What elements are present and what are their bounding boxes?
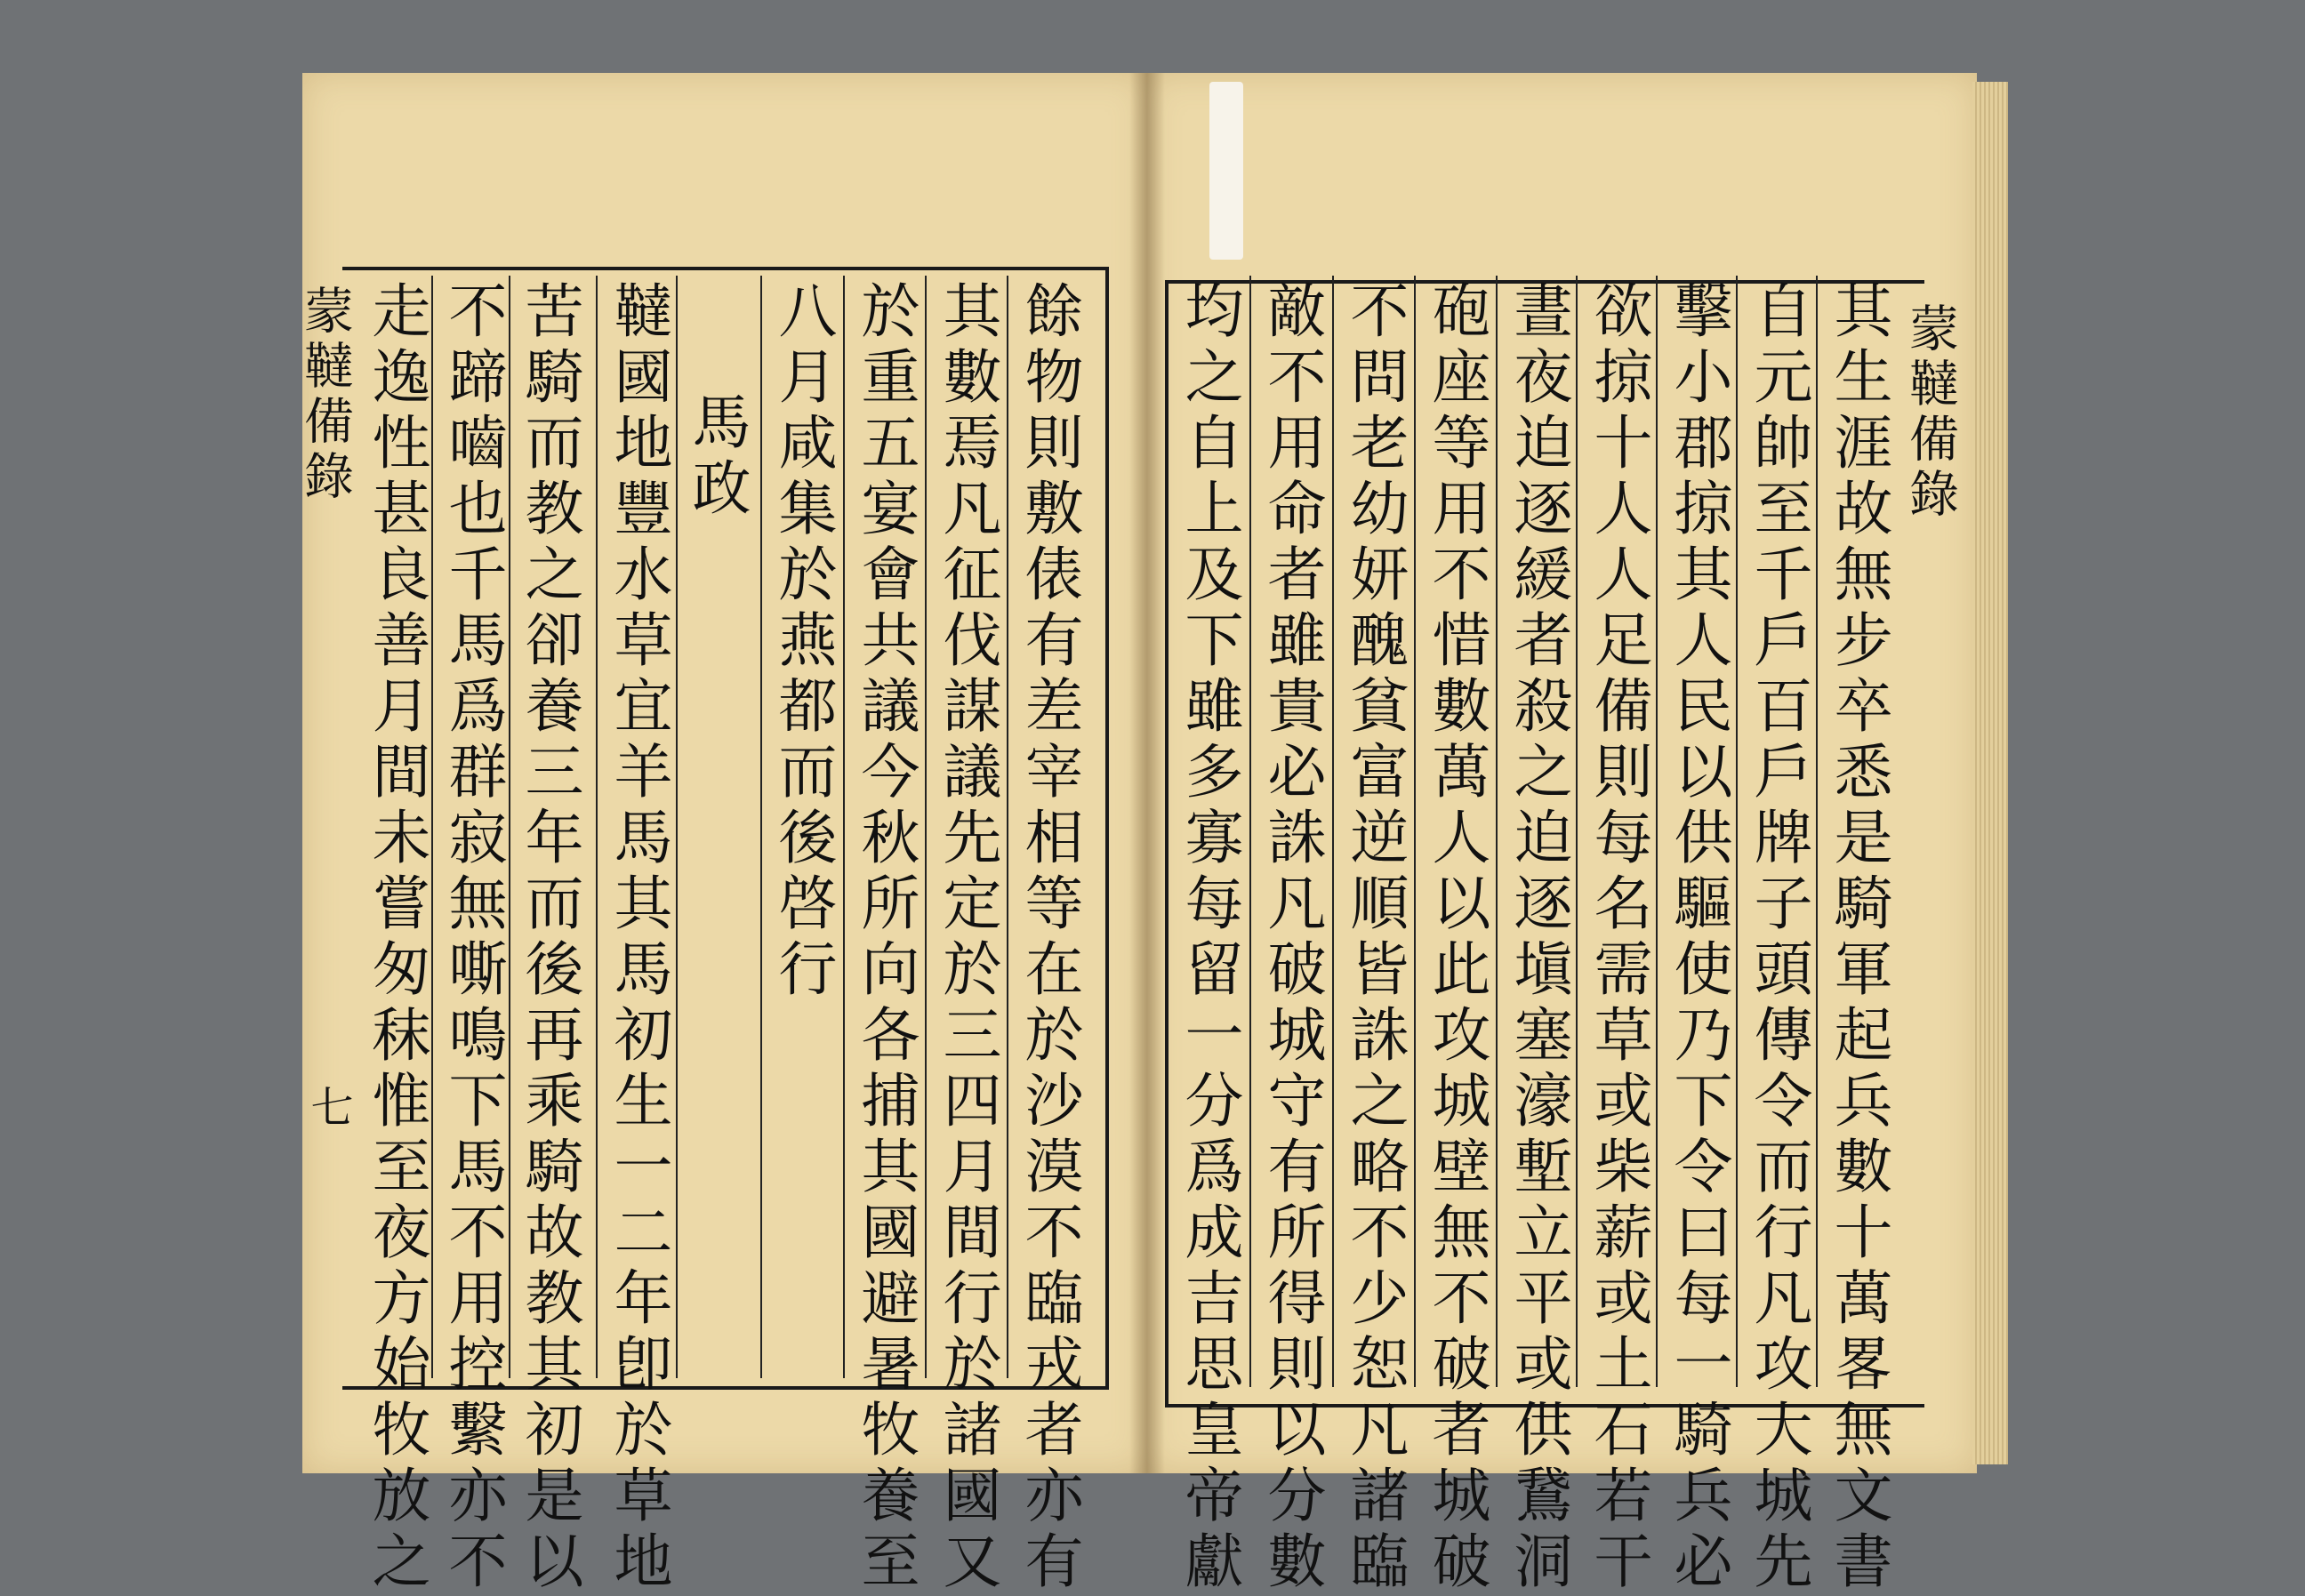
right-margin-title: 蒙韃備錄 — [1901, 302, 1959, 523]
column-rule — [1736, 276, 1738, 1387]
column-rule — [1656, 276, 1658, 1387]
text-column: 八月咸集於燕都而後啓行 — [768, 280, 837, 1004]
text-column: 走逸性甚良善月間未嘗匆秣惟至夜方始牧放之 — [362, 280, 430, 1596]
book-gutter — [1129, 73, 1165, 1473]
text-column: 晝夜迫逐緩者殺之迫逐塡塞濠塹立平或供鵞洞 — [1504, 280, 1572, 1596]
text-column: 擊小郡掠其人民以供驅使乃下令曰每一騎兵必 — [1664, 280, 1732, 1596]
text-column: 砲座等用不惜數萬人以此攻城壁無不破者城破 — [1422, 280, 1490, 1596]
text-column: 苦騎而教之卻養三年而後再乘騎故教其初是以 — [515, 280, 583, 1596]
page-stack-edge — [1972, 82, 2008, 1464]
text-column: 於重五宴會共議今秋所向各捕其國避暑牧養至 — [851, 280, 920, 1596]
text-column: 均之自上及下雖多寡每留一分爲成吉思皇帝獻 — [1175, 280, 1243, 1596]
paper-tear-mark — [1209, 82, 1243, 260]
column-rule — [1496, 276, 1498, 1387]
column-rule — [1332, 276, 1334, 1387]
text-column: 敵不用命者雖貴必誅凡破城守有所得則以分數 — [1257, 280, 1326, 1596]
column-rule — [1576, 276, 1578, 1387]
text-column: 欲掠十人人足備則每名需草或柴薪或土石若干 — [1584, 280, 1652, 1596]
column-rule — [676, 276, 678, 1378]
left-margin-title: 蒙韃備錄 — [296, 285, 354, 505]
text-column: 不問老幼妍醜貧富逆順皆誅之略不少恕凡諸臨 — [1340, 280, 1409, 1596]
column-rule — [1816, 276, 1818, 1387]
text-column: 韃國地豐水草宜羊馬其馬初生一二年卽於草地 — [604, 280, 672, 1596]
column-rule — [760, 276, 762, 1378]
column-rule — [1007, 276, 1008, 1378]
column-rule — [431, 276, 433, 1378]
text-column: 其數焉凡征伐謀議先定於三四月間行於諸國又 — [933, 280, 1001, 1596]
text-column: 不蹄嚙也千馬爲群寂無嘶鳴下馬不用控繫亦不 — [438, 280, 507, 1596]
column-rule — [596, 276, 598, 1378]
column-rule — [925, 276, 927, 1378]
text-column: 餘物則敷俵有差宰相等在於沙漠不臨戎者亦有 — [1015, 280, 1083, 1596]
text-column: 其生涯故無步卒悉是騎軍起兵數十萬畧無文書 — [1824, 280, 1892, 1596]
column-rule — [1414, 276, 1416, 1387]
column-rule — [1249, 276, 1251, 1387]
left-page-number: 七 — [303, 1085, 353, 1127]
column-rule — [509, 276, 510, 1378]
text-column: 自元帥至千戶百戶牌子頭傳令而行凡攻大城先 — [1744, 280, 1812, 1596]
column-rule — [843, 276, 845, 1378]
section-heading: 馬政 — [682, 391, 751, 523]
